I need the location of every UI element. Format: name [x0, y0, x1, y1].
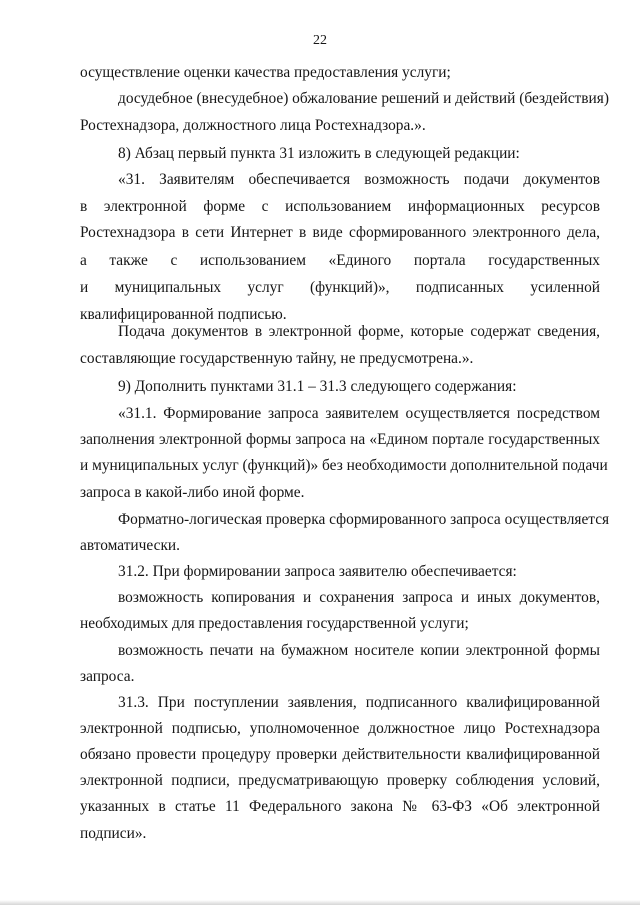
text-line: Ростехнадзора, должностного лица Ростехнадзора.». [80, 117, 426, 134]
text-line: Ростехнадзора в сети Интернет в виде сформированного электронного дела, [80, 224, 600, 241]
text-line: досудебное (внесудебное) обжалование решений и действий (бездействия) [118, 90, 609, 107]
text-line: «31.1. Формирование запроса заявителем осуществляется посредством [118, 405, 600, 422]
scan-edge [0, 900, 640, 905]
text-line: автоматически. [80, 537, 181, 554]
text-line: в электронной форме с использованием информационных ресурсов [80, 198, 600, 215]
text-line: составляющие государственную тайну, не предусмотрена.». [80, 350, 474, 367]
text-line: 31.3. При поступлении заявления, подписанного квалифицированной [118, 694, 600, 711]
page-number: 22 [313, 33, 327, 48]
text-line: запроса. [80, 668, 135, 685]
text-line: Форматно-логическая проверка сформированного запроса осуществляется [118, 511, 610, 528]
text-line: Подача документов в электронной форме, которые содержат сведения, [118, 323, 600, 340]
text-line: «31. Заявителям обеспечивается возможность подачи документов [118, 171, 600, 188]
text-line: 31.2. При формировании запроса заявителю обеспечивается: [118, 563, 517, 580]
text-line: и муниципальных услуг (функций)», подписанных усиленной [80, 279, 600, 296]
text-line: 8) Абзац первый пункта 31 изложить в следующей редакции: [118, 145, 520, 162]
text-line: осуществление оценки качества предоставления услуги; [80, 64, 451, 81]
text-line: указанных в статье 11 Федерального закона № 63-ФЗ «Об электронной [80, 798, 600, 815]
text-line: электронной подписью, уполномоченное должностное лицо Ростехнадзора [80, 720, 600, 737]
text-line: возможность копирования и сохранения запроса и иных документов, [118, 589, 600, 606]
text-line: запроса в какой-либо иной форме. [80, 484, 305, 501]
text-line: а также с использованием «Единого портала государственных [80, 252, 600, 269]
text-line: 9) Дополнить пунктами 31.1 – 31.3 следующего содержания: [118, 378, 517, 395]
text-line: заполнения электронной формы запроса на «Едином портале государственных [80, 431, 600, 448]
text-line: обязано провести процедуру проверки действительности квалифицированной [80, 746, 600, 763]
text-line: квалифицированной подписью. [80, 306, 287, 323]
text-line: необходимых для предоставления государственной услуги; [80, 615, 469, 632]
text-line: электронной подписи, предусматривающую проверку соблюдения условий, [80, 772, 600, 789]
text-line: возможность печати на бумажном носителе копии электронной формы [118, 642, 600, 659]
text-line: подписи». [80, 825, 147, 842]
text-line: и муниципальных услуг (функций)» без необходимости дополнительной подачи [80, 457, 608, 474]
